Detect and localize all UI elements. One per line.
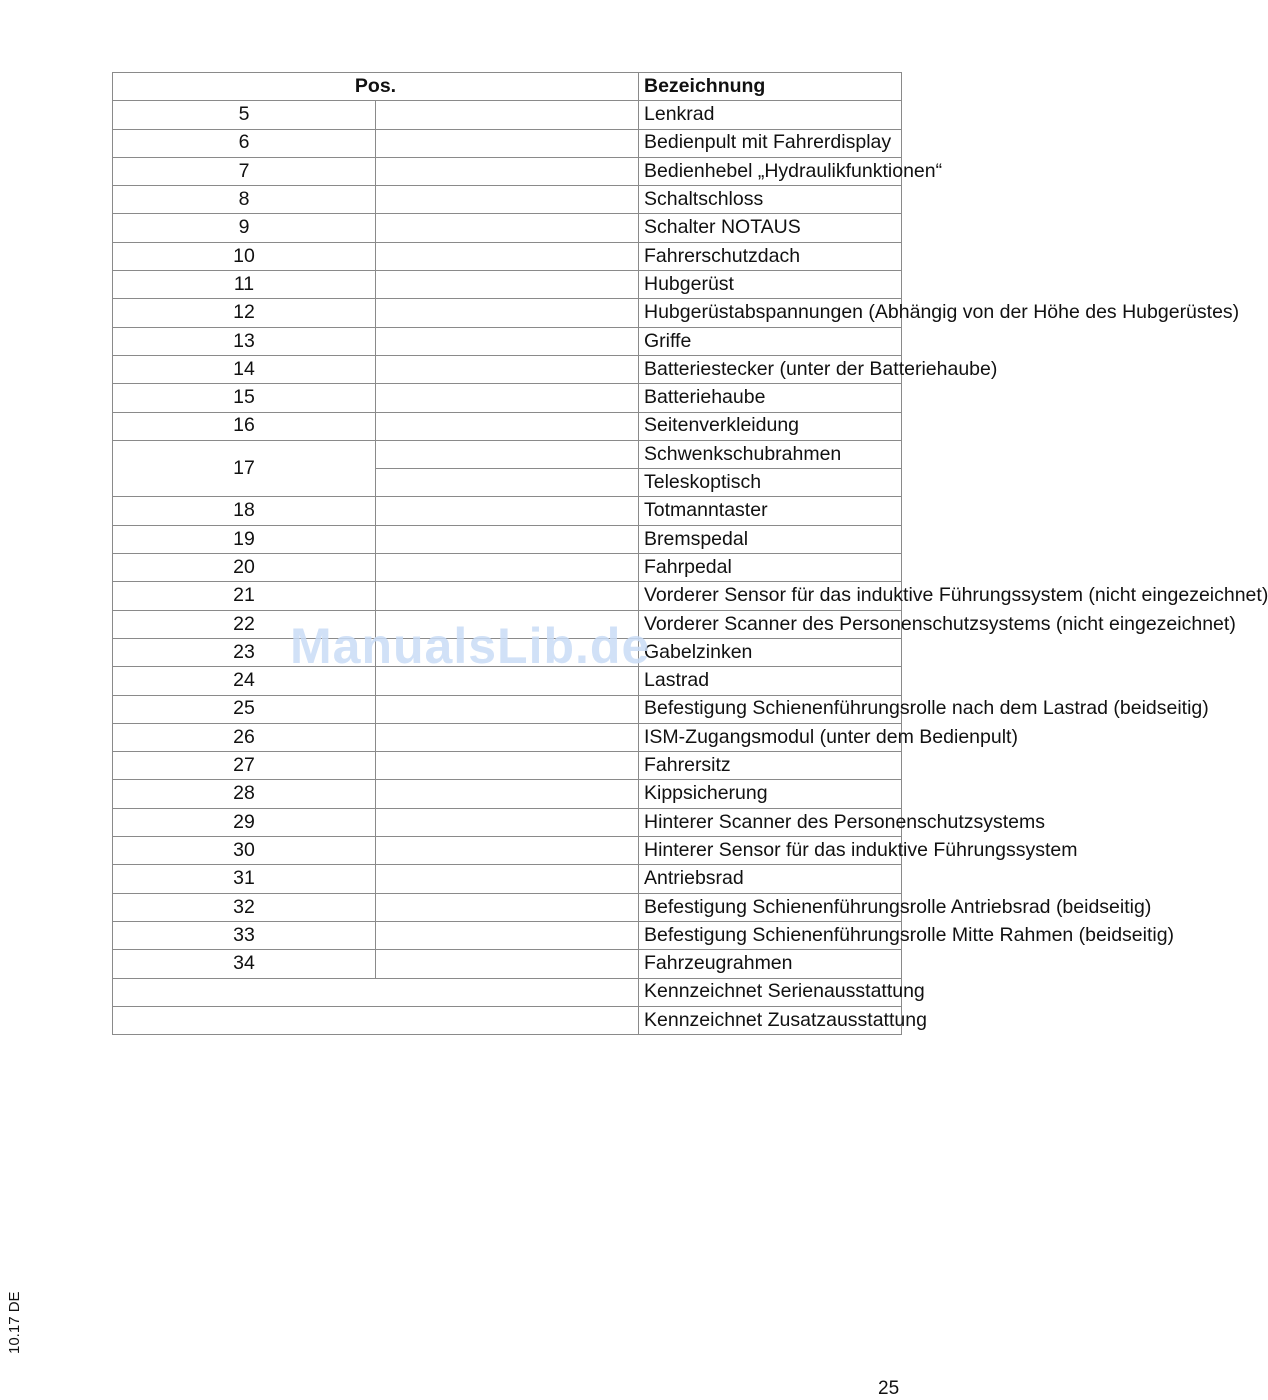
part-name: Befestigung Schienenführungsrolle Antriebsrad (beidseitig) xyxy=(639,893,902,921)
table-row xyxy=(113,837,902,865)
legend-marker-optional xyxy=(113,1006,639,1034)
pos-number: 27 xyxy=(113,752,376,780)
table-row xyxy=(113,780,902,808)
part-name: ISM-Zugangsmodul (unter dem Bedienpult) xyxy=(639,723,902,751)
equipment-marker xyxy=(376,950,639,978)
equipment-marker xyxy=(376,554,639,582)
equipment-marker xyxy=(376,610,639,638)
pos-number: 16 xyxy=(113,412,376,440)
equipment-marker xyxy=(376,469,639,497)
pos-number: 32 xyxy=(113,893,376,921)
part-name: Griffe xyxy=(639,327,902,355)
equipment-marker xyxy=(376,157,639,185)
table-row xyxy=(113,157,902,185)
pos-number: 19 xyxy=(113,525,376,553)
part-name: Fahrerschutzdach xyxy=(639,242,902,270)
part-name: Hubgerüstabspannungen (Abhängig von der Höhe des Hubgerüstes) xyxy=(639,299,902,327)
table-row xyxy=(113,893,902,921)
part-name: Hinterer Scanner des Personenschutzsystems xyxy=(639,808,902,836)
equipment-marker xyxy=(376,667,639,695)
part-name: Vorderer Scanner des Personenschutzsystems (nicht eingezeichnet) xyxy=(639,610,902,638)
table-row xyxy=(113,950,902,978)
table-row xyxy=(113,355,902,383)
equipment-marker xyxy=(376,242,639,270)
legend-standard-text: Kennzeichnet Serienausstattung xyxy=(639,978,902,1006)
table-row xyxy=(113,242,902,270)
table-row xyxy=(113,327,902,355)
table-row xyxy=(113,525,902,553)
pos-number: 18 xyxy=(113,497,376,525)
pos-number: 9 xyxy=(113,214,376,242)
pos-number: 30 xyxy=(113,837,376,865)
table-row xyxy=(113,865,902,893)
pos-number: 33 xyxy=(113,921,376,949)
equipment-marker xyxy=(376,837,639,865)
pos-number: 22 xyxy=(113,610,376,638)
equipment-marker xyxy=(376,440,639,468)
pos-number: 7 xyxy=(113,157,376,185)
pos-number: 20 xyxy=(113,554,376,582)
table-row xyxy=(113,582,902,610)
part-name: Totmanntaster xyxy=(639,497,902,525)
table-body xyxy=(113,101,1268,1035)
equipment-marker xyxy=(376,214,639,242)
table-row xyxy=(113,497,902,525)
part-name: Befestigung Schienenführungsrolle Mitte Rahmen (beidseitig) xyxy=(639,921,902,949)
equipment-marker xyxy=(376,384,639,412)
pos-number: 5 xyxy=(113,101,376,129)
equipment-marker xyxy=(376,893,639,921)
part-name: Schwenkschubrahmen xyxy=(639,440,902,468)
document-code: 10.17 DE xyxy=(6,1291,23,1354)
table-row xyxy=(113,186,902,214)
pos-number: 14 xyxy=(113,355,376,383)
equipment-marker xyxy=(376,299,639,327)
table-row xyxy=(113,808,902,836)
equipment-marker xyxy=(376,582,639,610)
pos-number: 6 xyxy=(113,129,376,157)
part-name: Bremspedal xyxy=(639,525,902,553)
part-name: Bedienpult mit Fahrerdisplay xyxy=(639,129,902,157)
equipment-marker xyxy=(376,695,639,723)
pos-number: 28 xyxy=(113,780,376,808)
equipment-marker xyxy=(376,723,639,751)
pos-number: 12 xyxy=(113,299,376,327)
legend-optional-text: Kennzeichnet Zusatzausstattung xyxy=(639,1006,902,1034)
equipment-marker xyxy=(376,412,639,440)
table-row xyxy=(113,610,902,638)
pos-number: 11 xyxy=(113,271,376,299)
table-row xyxy=(113,129,902,157)
table-row xyxy=(113,271,902,299)
equipment-marker xyxy=(376,186,639,214)
legend-row-standard xyxy=(113,978,902,1006)
equipment-marker xyxy=(376,638,639,666)
part-name: Bedienhebel „Hydraulikfunktionen“ xyxy=(639,157,902,185)
table-row xyxy=(113,921,902,949)
equipment-marker xyxy=(376,865,639,893)
table-row xyxy=(113,299,902,327)
part-name: Antriebsrad xyxy=(639,865,902,893)
part-name: Hubgerüst xyxy=(639,271,902,299)
legend-row-optional xyxy=(113,1006,902,1034)
table-row xyxy=(113,101,902,129)
pos-number: 8 xyxy=(113,186,376,214)
part-name: Hinterer Sensor für das induktive Führungssystem xyxy=(639,837,902,865)
page-number: 25 xyxy=(878,1378,900,1399)
pos-number: 25 xyxy=(113,695,376,723)
equipment-marker xyxy=(376,129,639,157)
pos-number: 31 xyxy=(113,865,376,893)
pos-number: 26 xyxy=(113,723,376,751)
part-name: Befestigung Schienenführungsrolle nach dem Lastrad (beidseitig) xyxy=(639,695,902,723)
table-row xyxy=(113,440,902,468)
part-name: Batteriehaube xyxy=(639,384,902,412)
pos-number: 23 xyxy=(113,638,376,666)
part-name: Teleskoptisch xyxy=(639,469,902,497)
table-row xyxy=(113,384,902,412)
parts-table xyxy=(112,72,1268,1035)
part-name: Batteriestecker (unter der Batteriehaube) xyxy=(639,355,902,383)
pos-number: 17 xyxy=(113,440,376,497)
part-name: Seitenverkleidung xyxy=(639,412,902,440)
name-header: Bezeichnung xyxy=(639,73,902,101)
equipment-marker xyxy=(376,752,639,780)
table-row xyxy=(113,638,902,666)
pos-number: 10 xyxy=(113,242,376,270)
pos-number: 15 xyxy=(113,384,376,412)
equipment-marker xyxy=(376,525,639,553)
equipment-marker xyxy=(376,780,639,808)
equipment-marker xyxy=(376,808,639,836)
table-row xyxy=(113,667,902,695)
part-name: Lastrad xyxy=(639,667,902,695)
part-name: Schaltschloss xyxy=(639,186,902,214)
pos-number: 34 xyxy=(113,950,376,978)
table-header-row xyxy=(113,73,902,101)
equipment-marker xyxy=(376,327,639,355)
table-row xyxy=(113,214,902,242)
part-name: Gabelzinken xyxy=(639,638,902,666)
watermark: ManualsLib.de xyxy=(290,618,651,674)
equipment-marker xyxy=(376,101,639,129)
table-row xyxy=(113,695,902,723)
pos-number: 24 xyxy=(113,667,376,695)
table-row xyxy=(113,752,902,780)
pos-number: 29 xyxy=(113,808,376,836)
equipment-marker xyxy=(376,271,639,299)
legend-marker-standard xyxy=(113,978,639,1006)
part-name: Fahrersitz xyxy=(639,752,902,780)
table-row xyxy=(113,554,902,582)
table-row xyxy=(113,412,902,440)
part-name: Kippsicherung xyxy=(639,780,902,808)
part-name: Fahrzeugrahmen xyxy=(639,950,902,978)
part-name: Schalter NOTAUS xyxy=(639,214,902,242)
part-name: Lenkrad xyxy=(639,101,902,129)
table-row xyxy=(113,723,902,751)
part-name: Fahrpedal xyxy=(639,554,902,582)
equipment-marker xyxy=(376,921,639,949)
pos-number: 13 xyxy=(113,327,376,355)
pos-number: 21 xyxy=(113,582,376,610)
part-name: Vorderer Sensor für das induktive Führungssystem (nicht eingezeichnet) xyxy=(639,582,902,610)
pos-header: Pos. xyxy=(113,73,639,101)
equipment-marker xyxy=(376,355,639,383)
equipment-marker xyxy=(376,497,639,525)
